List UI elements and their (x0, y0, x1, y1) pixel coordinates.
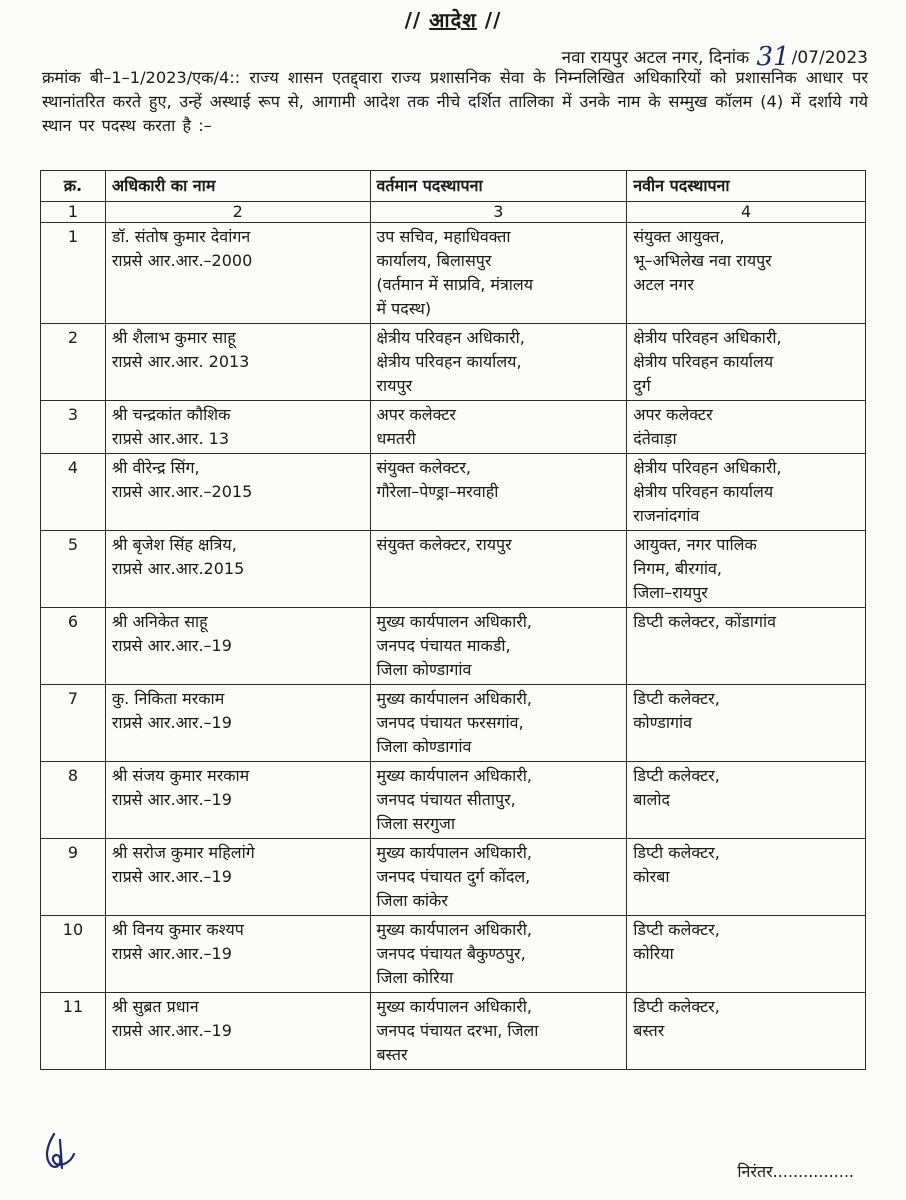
cell-line: डिप्टी कलेक्टर, (633, 689, 720, 708)
cell-line: श्री बृजेश सिंह क्षत्रिय, (111, 535, 237, 554)
current-posting-cell (370, 454, 627, 531)
current-posting-cell (370, 608, 627, 685)
column-number: 1 (41, 202, 106, 223)
cell-line: जनपद पंचायत बैकुण्ठपुर, (376, 944, 526, 963)
table-row (41, 916, 866, 993)
cell-line: राप्रसे आर.आर.2015 (111, 559, 245, 578)
cell-line: राप्रसे आर.आर.–19 (111, 867, 232, 886)
cell-line: क्षेत्रीय परिवहन अधिकारी, (633, 458, 782, 477)
column-number: 4 (627, 202, 866, 223)
cell-line: जनपद पंचायत माकडी, (376, 636, 511, 655)
cell-line: मुख्य कार्यपालन अधिकारी, (376, 843, 532, 862)
title-word: आदेश (429, 8, 477, 32)
new-posting-cell (627, 993, 866, 1070)
officer-name-cell (105, 531, 370, 608)
current-posting-cell (370, 324, 627, 401)
table-row (41, 839, 866, 916)
transfer-table (40, 170, 866, 1070)
cell-line: मुख्य कार्यपालन अधिकारी, (376, 689, 532, 708)
cell-line: कोण्डागांव (633, 713, 693, 732)
cell-line: श्री सरोज कुमार महिलांगे (111, 843, 255, 862)
new-posting-cell (627, 839, 866, 916)
cell-line: जनपद पंचायत दरभा, जिला (376, 1021, 539, 1040)
new-posting-cell (627, 916, 866, 993)
table-row (41, 531, 866, 608)
table-row (41, 685, 866, 762)
cell-line: उप सचिव, महाधिवक्ता (376, 227, 511, 246)
cell-line: डिप्टी कलेक्टर, कोंडागांव (633, 612, 777, 631)
cell-line: भू–अभिलेख नवा रायपुर (633, 251, 772, 270)
current-posting-cell (370, 916, 627, 993)
date-month-year: /07/2023 (791, 48, 868, 68)
cell-line: जिला–रायपुर (633, 583, 708, 602)
cell-line: राजनांदगांव (633, 506, 700, 525)
cell-line: बालोद (633, 790, 671, 809)
row-serial: 3 (41, 401, 106, 454)
cell-line: निगम, बीरगांव, (633, 559, 722, 578)
new-posting-cell (627, 762, 866, 839)
cell-line: में पदस्थ) (376, 299, 432, 318)
row-serial: 8 (41, 762, 106, 839)
officer-name-cell (105, 685, 370, 762)
current-posting-cell (370, 993, 627, 1070)
cell-line: राप्रसे आर.आर.–19 (111, 713, 232, 732)
current-posting-cell (370, 685, 627, 762)
cell-line: कु. निकिता मरकाम (111, 689, 225, 708)
row-serial: 6 (41, 608, 106, 685)
cell-line: रायपुर (376, 376, 413, 395)
cell-line: जनपद पंचायत फरसगांव, (376, 713, 524, 732)
officer-name-cell (105, 223, 370, 324)
title-slashes-right: // (484, 8, 502, 32)
cell-line: डिप्टी कलेक्टर, (633, 997, 720, 1016)
officer-name-cell (105, 324, 370, 401)
cell-line: कार्यालय, बिलासपुर (376, 251, 492, 270)
cell-line: क्षेत्रीय परिवहन अधिकारी, (633, 328, 782, 347)
cell-line: जनपद पंचायत सीतापुर, (376, 790, 516, 809)
cell-line: राप्रसे आर.आर. 2013 (111, 352, 250, 371)
cell-line: (वर्तमान में साप्रवि, मंत्रालय (376, 275, 534, 294)
cell-line: जिला कोण्डागांव (376, 737, 472, 756)
new-posting-cell (627, 324, 866, 401)
header-officer-name: अधिकारी का नाम (105, 171, 370, 202)
cell-line: कोरबा (633, 867, 670, 886)
table-row (41, 608, 866, 685)
row-serial: 11 (41, 993, 106, 1070)
cell-line: श्री वीरेन्द्र सिंग, (111, 458, 200, 477)
row-serial: 10 (41, 916, 106, 993)
officer-name-cell (105, 993, 370, 1070)
cell-line: मुख्य कार्यपालन अधिकारी, (376, 766, 532, 785)
cell-line: क्षेत्रीय परिवहन अधिकारी, (376, 328, 525, 347)
table-row (41, 401, 866, 454)
row-serial: 2 (41, 324, 106, 401)
new-posting-cell (627, 223, 866, 324)
row-serial: 1 (41, 223, 106, 324)
cell-line: जनपद पंचायत दुर्ग कोंदल, (376, 867, 531, 886)
cell-line: डिप्टी कलेक्टर, (633, 843, 720, 862)
cell-line: संयुक्त कलेक्टर, रायपुर (376, 535, 512, 554)
cell-line: बस्तर (376, 1045, 408, 1064)
cell-line: दंतेवाड़ा (633, 429, 677, 448)
column-number-row (41, 202, 866, 223)
cell-line: धमतरी (376, 429, 416, 448)
cell-line: श्री अनिकेत साहू (111, 612, 208, 631)
cell-line: राप्रसे आर.आर. 13 (111, 429, 229, 448)
table-row (41, 223, 866, 324)
cell-line: राप्रसे आर.आर.–19 (111, 944, 232, 963)
cell-line: श्री शैलाभ कुमार साहू (111, 328, 236, 347)
officer-name-cell (105, 608, 370, 685)
cell-line: राप्रसे आर.आर.–2015 (111, 482, 253, 501)
cell-line: डॉ. संतोष कुमार देवांगन (111, 227, 251, 246)
cell-line: मुख्य कार्यपालन अधिकारी, (376, 612, 532, 631)
signature-mark (40, 1130, 80, 1178)
new-posting-cell (627, 608, 866, 685)
cell-line: जिला कोरिया (376, 968, 454, 987)
cell-line: अटल नगर (633, 275, 694, 294)
table-row (41, 324, 866, 401)
cell-line: संयुक्त कलेक्टर, (376, 458, 471, 477)
cell-line: क्षेत्रीय परिवहन कार्यालय (633, 482, 774, 501)
table-body (41, 223, 866, 1070)
cell-line: राप्रसे आर.आर.–19 (111, 790, 232, 809)
row-serial: 5 (41, 531, 106, 608)
row-serial: 7 (41, 685, 106, 762)
column-number: 3 (370, 202, 627, 223)
cell-line: जिला सरगुजा (376, 814, 455, 833)
cell-line: राप्रसे आर.आर.–19 (111, 636, 232, 655)
cell-line: श्री विनय कुमार कश्यप (111, 920, 244, 939)
place-prefix: नवा रायपुर अटल नगर, दिनांक (561, 48, 750, 68)
new-posting-cell (627, 401, 866, 454)
table-row (41, 762, 866, 839)
cell-line: क्षेत्रीय परिवहन कार्यालय (633, 352, 774, 371)
cell-line: अपर कलेक्टर (633, 405, 713, 424)
officer-name-cell (105, 401, 370, 454)
new-posting-cell (627, 531, 866, 608)
table-row (41, 454, 866, 531)
title-slashes-left: // (404, 8, 422, 32)
current-posting-cell (370, 401, 627, 454)
officer-name-cell (105, 916, 370, 993)
cell-line: जिला कांकेर (376, 891, 448, 910)
cell-line: राप्रसे आर.आर.–2000 (111, 251, 253, 270)
new-posting-cell (627, 454, 866, 531)
handwritten-day: 31 (756, 42, 790, 72)
cell-line: संयुक्त आयुक्त, (633, 227, 725, 246)
header-new-posting: नवीन पदस्थापना (627, 171, 866, 202)
row-serial: 9 (41, 839, 106, 916)
current-posting-cell (370, 531, 627, 608)
cell-line: डिप्टी कलेक्टर, (633, 920, 720, 939)
current-posting-cell (370, 839, 627, 916)
table-row (41, 993, 866, 1070)
officer-name-cell (105, 454, 370, 531)
row-serial: 4 (41, 454, 106, 531)
cell-line: अपर कलेक्टर (376, 405, 456, 424)
cell-line: राप्रसे आर.आर.–19 (111, 1021, 232, 1040)
cell-line: श्री सुब्रत प्रधान (111, 997, 199, 1016)
header-serial: क्र. (41, 171, 106, 202)
cell-line: डिप्टी कलेक्टर, (633, 766, 720, 785)
officer-name-cell (105, 762, 370, 839)
cell-line: गौरेला–पेण्ड्रा–मरवाही (376, 482, 499, 501)
cell-line: श्री संजय कुमार मरकाम (111, 766, 250, 785)
column-number: 2 (105, 202, 370, 223)
cell-line: बस्तर (633, 1021, 665, 1040)
cell-line: कोरिया (633, 944, 674, 963)
cell-line: दुर्ग (633, 376, 651, 395)
cell-line: मुख्य कार्यपालन अधिकारी, (376, 920, 532, 939)
current-posting-cell (370, 223, 627, 324)
cell-line: आयुक्त, नगर पालिक (633, 535, 757, 554)
order-intro-paragraph: क्रमांक बी–1–1/2023/एक/4:: राज्य शासन एतद्द्वारा राज्य प्रशासनिक सेवा के निम्नलिखित अधिकारियों को प्रशासनिक आधार पर स्थानांतरित करते हुए, उन्हें अस्थाई रूप से, आगामी आदेश तक नीचे दर्शित तालिका में उनके नाम के सम्मुख कॉलम (4) में दर्शाये गये स्थान पर पदस्थ करता है :– (42, 68, 868, 135)
cell-line: मुख्य कार्यपालन अधिकारी, (376, 997, 532, 1016)
header-current-posting: वर्तमान पदस्थापना (370, 171, 627, 202)
officer-name-cell (105, 839, 370, 916)
table-header-row (41, 171, 866, 202)
cell-line: जिला कोण्डागांव (376, 660, 472, 679)
cell-line: क्षेत्रीय परिवहन कार्यालय, (376, 352, 522, 371)
current-posting-cell (370, 762, 627, 839)
cell-line: श्री चन्द्रकांत कौशिक (111, 405, 231, 424)
order-title (0, 6, 906, 33)
continued-footer: निरंतर................ (737, 1162, 854, 1181)
new-posting-cell (627, 685, 866, 762)
